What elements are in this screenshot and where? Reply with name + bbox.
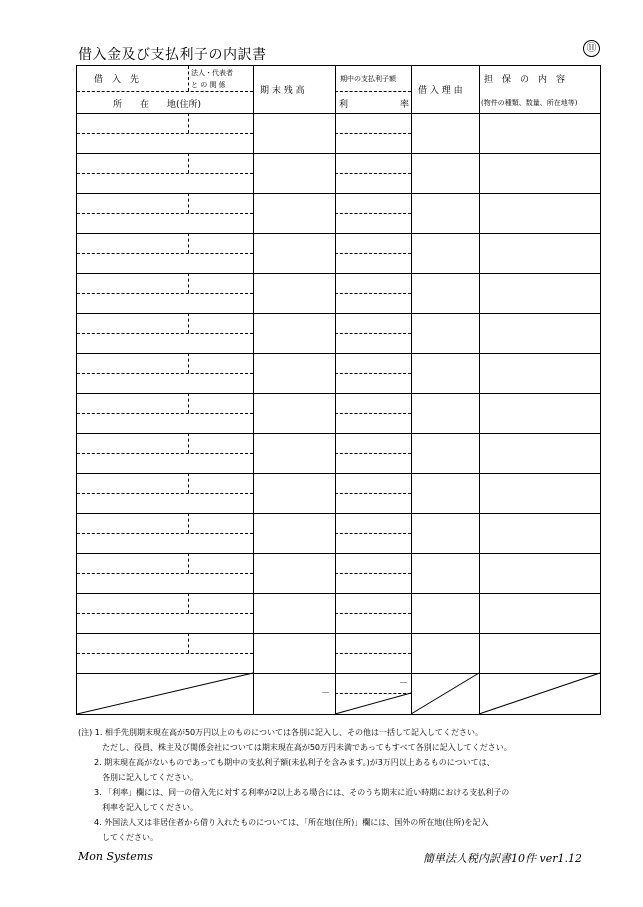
row-subline [335, 613, 411, 614]
footer-company: Mon Systems [78, 850, 153, 863]
note-line: 2. 期末現在高がないものであっても期中の支払利子額(未払利子を含みます。)が3万円以上あるものについては、 [78, 758, 495, 767]
row-relation-divider [188, 113, 189, 133]
header-relation-line2: と の 関 係 [191, 81, 226, 89]
notes-block [78, 725, 598, 845]
row-subline [77, 173, 253, 174]
note-line: ただし、役員、株主及び関係会社については期末現在高が50万円未満であってもすべて各別に記入してください。 [78, 743, 512, 752]
header-rate-right: 率 [400, 100, 410, 110]
header-balance: 期 末 残 高 [260, 86, 305, 96]
row-divider [77, 193, 600, 194]
row-divider [77, 553, 600, 554]
row-subline [335, 413, 411, 414]
note-line: (注) 1. 相手先別期末現在高が50万円以上のものについては各別に記入し、その他は一括して記入してください。 [78, 728, 483, 737]
header-reason: 借 入 理 由 [418, 86, 463, 96]
row-subline [77, 333, 253, 334]
row-relation-divider [188, 153, 189, 173]
row-divider [77, 153, 600, 154]
row-subline [335, 293, 411, 294]
note-line: してください。 [78, 833, 158, 842]
row-relation-divider [188, 313, 189, 333]
row-subline [335, 373, 411, 374]
header-relation-divider [188, 66, 189, 91]
note-line: 各別に記入してください。 [78, 773, 198, 782]
row-subline [77, 373, 253, 374]
header-subline [335, 91, 411, 92]
row-divider [77, 273, 600, 274]
row-divider [77, 433, 600, 434]
header-lender: 借 入 先 [94, 75, 140, 85]
column-divider [335, 66, 336, 714]
row-subline [335, 173, 411, 174]
column-divider [411, 66, 412, 714]
header-address: 所 在 地(住所) [113, 100, 202, 110]
total-balance-mark: － [321, 689, 331, 699]
diagonal-line [411, 673, 479, 714]
page-mark: ⑪ [583, 40, 600, 57]
row-subline [77, 293, 253, 294]
row-subline [77, 573, 253, 574]
header-divider [77, 113, 600, 114]
diagonal-line [77, 673, 253, 714]
note-line: 3. 「利率」欄には、同一の借入先に対する利率が2以上ある場合には、そのうち期末に近い時期における支払利子の [78, 788, 510, 797]
row-divider [77, 473, 600, 474]
row-subline [77, 453, 253, 454]
statement-table [76, 65, 601, 715]
row-relation-divider [188, 473, 189, 493]
row-relation-divider [188, 193, 189, 213]
header-subline [77, 91, 253, 92]
row-relation-divider [188, 553, 189, 573]
row-divider [77, 593, 600, 594]
total-row-divider [77, 673, 600, 674]
row-relation-divider [188, 633, 189, 653]
row-subline [335, 253, 411, 254]
total-row-diagonals [77, 66, 602, 716]
row-relation-divider [188, 233, 189, 253]
row-divider [77, 353, 600, 354]
row-relation-divider [188, 273, 189, 293]
row-subline [77, 213, 253, 214]
row-subline [335, 653, 411, 654]
row-divider [77, 513, 600, 514]
column-divider [479, 66, 480, 714]
header-collateral-note: (物件の種類、数量、所在地等) [481, 99, 578, 107]
row-relation-divider [188, 513, 189, 533]
row-subline [335, 333, 411, 334]
row-relation-divider [188, 393, 189, 413]
document-title: 借入金及び支払利子の内訳書 [78, 47, 267, 63]
note-line: 4. 外国法人又は非居住者から借り入れたものについては、「所在地(住所)」欄には、国外の所在地(住所)を記入 [78, 818, 489, 827]
column-divider [253, 66, 254, 714]
row-divider [77, 633, 600, 634]
header-collateral: 担 保 の 内 容 [484, 75, 566, 85]
row-subline [335, 133, 411, 134]
row-subline [77, 613, 253, 614]
diagonal-line [479, 673, 600, 714]
total-interest-mark: － [399, 679, 409, 689]
footer-product: 簡単法人税内訳書10件 ver1.12 [423, 852, 582, 865]
row-relation-divider [188, 353, 189, 373]
row-subline [77, 133, 253, 134]
row-subline [335, 573, 411, 574]
header-rate-left: 利 [339, 100, 349, 110]
note-line: 利率を記入してください。 [78, 803, 198, 812]
row-relation-divider [188, 433, 189, 453]
header-interest-paid: 期中の支払利子額 [340, 75, 396, 83]
row-subline [77, 253, 253, 254]
total-row-subline [335, 693, 411, 694]
row-subline [77, 533, 253, 534]
row-subline [335, 213, 411, 214]
row-subline [335, 453, 411, 454]
row-subline [77, 413, 253, 414]
row-relation-divider [188, 593, 189, 613]
diagonal-line [335, 693, 411, 714]
row-subline [335, 493, 411, 494]
header-relation-line1: 法人・代表者 [191, 69, 233, 77]
row-subline [77, 653, 253, 654]
row-subline [335, 533, 411, 534]
row-subline [77, 493, 253, 494]
row-divider [77, 233, 600, 234]
row-divider [77, 313, 600, 314]
row-divider [77, 393, 600, 394]
